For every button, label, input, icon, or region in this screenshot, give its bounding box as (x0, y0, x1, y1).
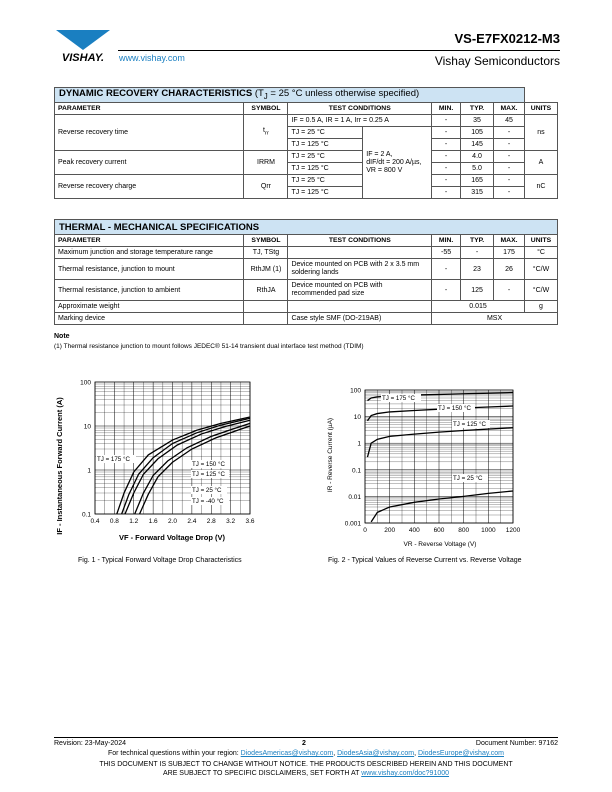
dynamic-recovery-table (54, 87, 558, 199)
fig1-series-labels (96, 455, 229, 505)
note-text: (1) Thermal resistance junction to mount follows JEDEC® 51-14 transient dual interface test method (TDIM) (54, 343, 364, 350)
fig1-series-label: TJ = 175 °C (97, 456, 130, 463)
fig1-x-tick-label: 2.4 (187, 518, 197, 525)
fig2-y-tick-label: 1 (357, 440, 361, 448)
footer-disclaimer-2: ARE SUBJECT TO SPECIFIC DISCLAIMERS, SET FORTH AT www.vishay.com/doc?91000 (162, 770, 450, 777)
fig1-x-tick-label: 2.0 (167, 518, 178, 525)
fig2-x-tick-label: 0 (363, 527, 367, 534)
fig2-y-tick-label: 0.01 (348, 493, 361, 501)
footer-doc-number: Document Number: 97162 (475, 740, 558, 747)
fig2-series-label: TJ = 125 °C (453, 421, 486, 428)
fig2-series-label: TJ = 25 °C (453, 475, 483, 482)
table-title: DYNAMIC RECOVERY CHARACTERISTICS ($T_J = 25$ °C unless otherwise specified) (55, 88, 525, 103)
fig2-y-tick-label: 0.1 (351, 467, 361, 475)
fig1-y-tick-label: 1 (87, 467, 91, 475)
fig1-series-group (117, 417, 250, 514)
footer-contact-line: For technical questions within your region: DiodesAmericas@vishay.com, DiodesAsia@vishay.com, DiodesEurope@vishay.com (107, 750, 504, 757)
fig2-x-tick-label: 600 (433, 527, 445, 534)
fig1-chart (50, 370, 290, 550)
fig1-x-tick-label: 0.8 (109, 518, 119, 525)
fig1-y-tick-label: 100 (80, 379, 91, 387)
table-row: TJ = 125 °C - 5.0 - (55, 163, 558, 175)
note-heading: Note (54, 333, 70, 340)
company-subtitle: Vishay Semiconductors (434, 54, 560, 68)
fig1-series-line (117, 417, 250, 514)
table-row: Reverse recovery time $t_{rr}$ IF = 0.5 A, IR = 1 A, Irr = 0.25 A - 35 45 ns (55, 115, 558, 127)
footer-revision: Revision: 23-May-2024 (54, 740, 126, 747)
table-row: Thermal resistance, junction to mount RthJM (1) Device mounted on PCB with 2 x 3.5 mm soldering lands - 23 26 °C/W (55, 259, 558, 280)
part-number: VS-E7FX0212-M3 (454, 31, 560, 46)
fig1-x-tick-label: 2.8 (206, 518, 216, 525)
fig2-x-tick-label: 800 (458, 527, 470, 534)
table-row: TJ = 125 °C - 315 - (55, 187, 558, 199)
table-row: TJ = 25 °C IF = 2 A, dIF/dt = 200 A/µs, VR = 800 V - 105 - (55, 127, 558, 139)
table-row: Maximum junction and storage temperature range TJ, TStg -55 - 175 °C (55, 247, 558, 259)
fig1-x-tick-label: 3.6 (245, 518, 255, 525)
fig1-series-label: TJ = 125 °C (192, 471, 225, 478)
vishay-logo (52, 28, 114, 64)
email-americas-link[interactable]: DiodesAmericas@vishay.com (240, 750, 334, 757)
fig2-caption: Fig. 2 - Typical Values of Reverse Current vs. Reverse Voltage (328, 557, 522, 564)
fig1-y-tick-label: 10 (83, 423, 91, 431)
footer-disclaimer-1: THIS DOCUMENT IS SUBJECT TO CHANGE WITHOUT NOTICE. THE PRODUCTS DESCRIBED HEREIN AND THIS DOCUMENT (99, 761, 513, 768)
fig1-x-tick-label: 3.2 (226, 518, 236, 525)
header-divider (118, 50, 560, 51)
table-row: Reverse recovery charge Qrr TJ = 25 °C - 165 - nC (55, 175, 558, 187)
vishay-logo-icon (52, 28, 114, 64)
fig2-y-tick-label: 0.001 (344, 520, 361, 528)
website-link[interactable]: www.vishay.com (119, 53, 185, 63)
fig2-chart (320, 380, 560, 555)
table-row: TJ = 125 °C - 145 - (55, 139, 558, 151)
fig1-caption: Fig. 1 - Typical Forward Voltage Drop Characteristics (78, 557, 242, 564)
fig1-y-tick-label: 0.1 (81, 511, 91, 519)
table-row: Approximate weight 0.015 g (55, 301, 558, 313)
fig2-series-label: TJ = 175 °C (382, 395, 415, 402)
footer-page-number: 2 (302, 740, 306, 747)
fig2-ylabel: IR - Reverse Current (µA) (327, 417, 334, 493)
fig2-series-label: TJ = 150 °C (438, 405, 471, 412)
fig1-series-label: TJ = 150 °C (192, 461, 225, 468)
fig2-series-line (367, 428, 513, 457)
table-row: Marking device Case style SMF (DO-219AB) MSX (55, 313, 558, 325)
email-asia-link[interactable]: DiodesAsia@vishay.com (337, 750, 415, 757)
table-header-row: PARAMETER SYMBOL TEST CONDITIONS MIN. TYP. MAX. UNITS (55, 235, 558, 247)
fig1-x-tick-label: 1.2 (129, 518, 139, 525)
fig2-y-tick-label: 100 (350, 387, 361, 395)
thermal-mechanical-table (54, 219, 558, 325)
fig1-ylabel: IF - Instantaneous Forward Current (A) (55, 397, 64, 535)
fig2-x-tick-label: 1200 (505, 527, 521, 534)
fig2-series-line (371, 491, 513, 522)
email-europe-link[interactable]: DiodesEurope@vishay.com (418, 750, 504, 757)
table-header-row: PARAMETER SYMBOL TEST CONDITIONS MIN. TYP. MAX. UNITS (55, 103, 558, 115)
fig1-x-tick-label: 1.6 (148, 518, 158, 525)
fig1-series-label: TJ = 25 °C (192, 487, 222, 494)
fig2-series-labels (381, 394, 490, 482)
disclaimer-link[interactable]: www.vishay.com/doc?91000 (361, 770, 450, 777)
table-row: Peak recovery current IRRM TJ = 25 °C - 4.0 - A (55, 151, 558, 163)
fig2-x-tick-label: 200 (384, 527, 396, 534)
fig1-series-label: TJ = -40 °C (192, 498, 224, 505)
fig2-x-tick-label: 400 (408, 527, 420, 534)
logo-text: VISHAY. (61, 52, 105, 64)
fig1-x-tick-label: 0.4 (90, 518, 100, 525)
table-title: THERMAL - MECHANICAL SPECIFICATIONS (55, 220, 558, 235)
fig2-y-tick-label: 10 (353, 414, 361, 422)
table-row: Thermal resistance, junction to ambient RthJA Device mounted on PCB with recommended pad size - 125 - °C/W (55, 280, 558, 301)
fig1-xlabel: VF - Forward Voltage Drop (V) (118, 533, 226, 542)
footer-divider (54, 737, 558, 738)
fig2-x-tick-label: 1000 (481, 527, 496, 534)
fig2-xlabel: VR - Reverse Voltage (V) (403, 541, 477, 548)
